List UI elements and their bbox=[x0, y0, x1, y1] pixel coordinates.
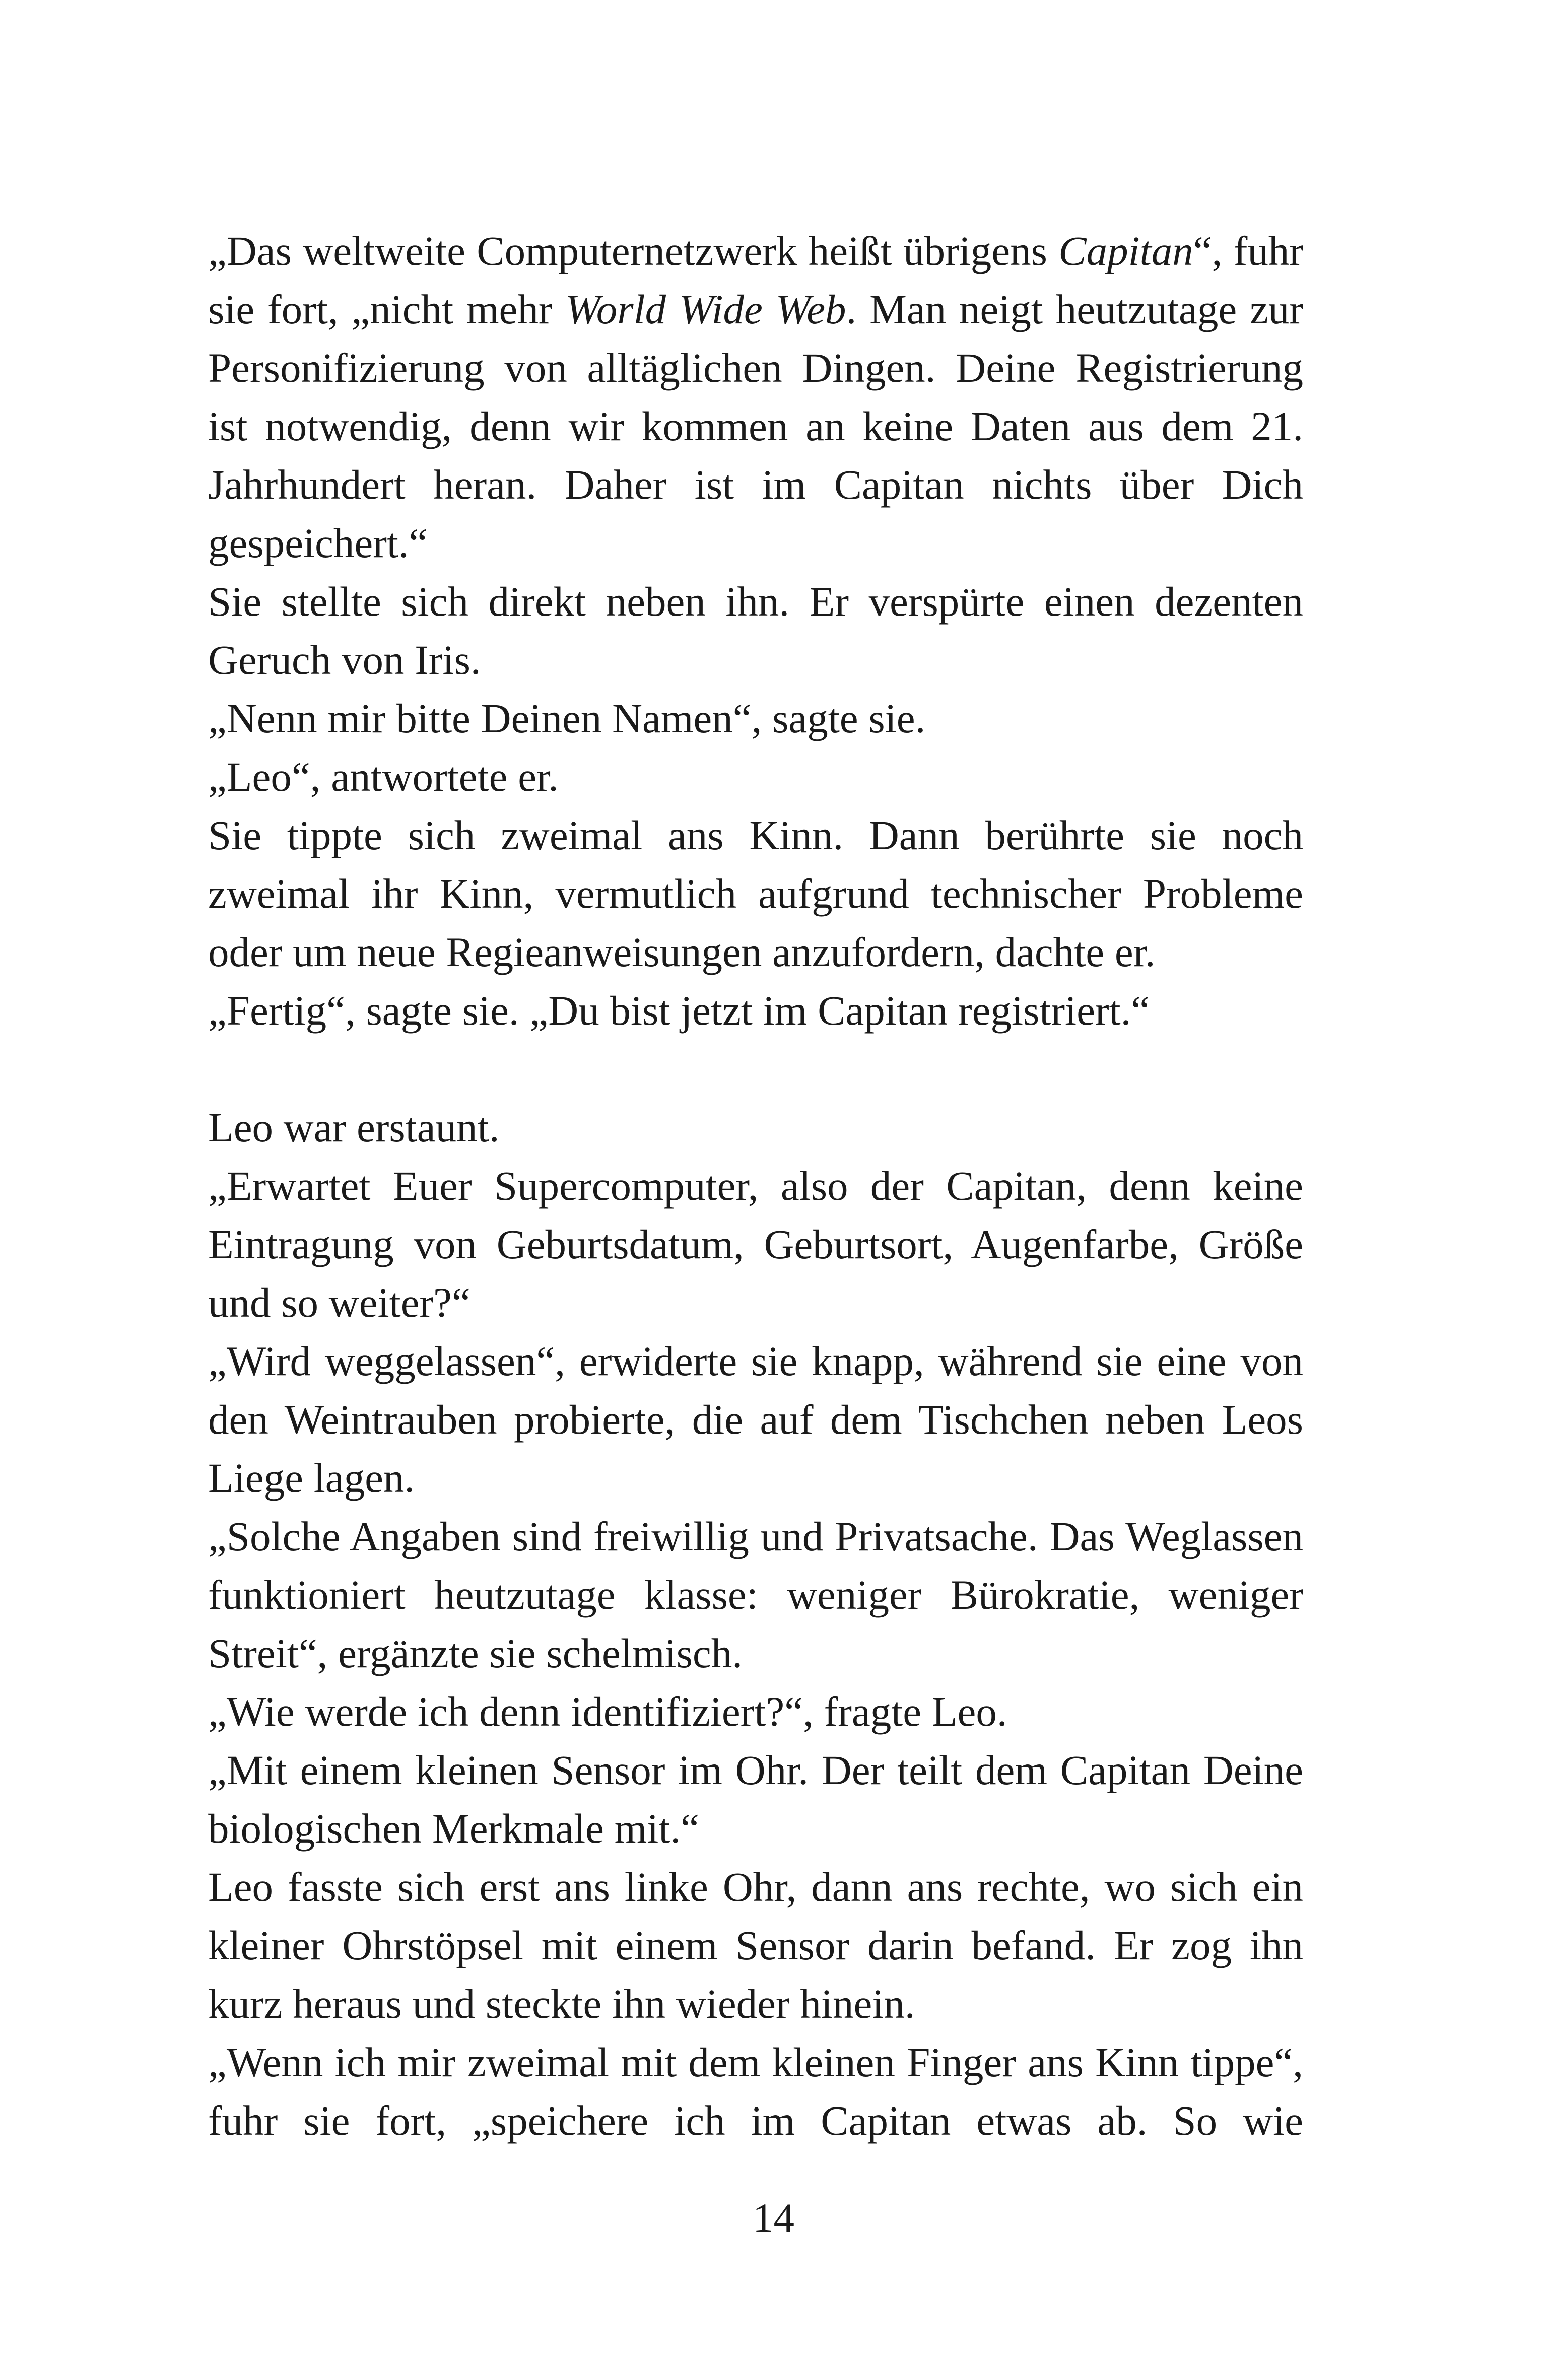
text-run: „Mit einem kleinen Sensor im Ohr. Der teilt dem Capitan Deine biologischen Merkmale mit.“ bbox=[208, 1747, 1303, 1852]
text-run: „Wird weggelassen“, erwiderte sie knapp, während sie eine von den Weintrauben probierte, die auf dem Tischchen neben Leos Liege lagen. bbox=[208, 1338, 1303, 1501]
paragraph bbox=[208, 1507, 1303, 1682]
text-run: Sie tippte sich zweimal ans Kinn. Dann berührte sie noch zweimal ihr Kinn, vermutlich aufgrund technischer Probleme oder um neue Regieanweisungen anzufordern, dachte er. bbox=[208, 812, 1303, 975]
paragraph bbox=[208, 689, 1303, 747]
paragraph bbox=[208, 806, 1303, 981]
text-run: Leo fasste sich erst ans linke Ohr, dann ans rechte, wo sich ein kleiner Ohrstöpsel mit einem Sensor darin befand. Er zog ihn kurz heraus und steckte ihn wieder hinein. bbox=[208, 1864, 1303, 2027]
paragraph bbox=[208, 1157, 1303, 1332]
text-run: Leo war erstaunt. bbox=[208, 1104, 500, 1150]
paragraph bbox=[208, 1682, 1303, 1741]
paragraph bbox=[208, 1098, 1303, 1157]
paragraph-gap bbox=[208, 1040, 1303, 1098]
paragraph bbox=[208, 747, 1303, 806]
paragraph bbox=[208, 2033, 1303, 2150]
text-run: “, fuhr sie fort, „nicht mehr bbox=[208, 228, 1303, 332]
paragraph bbox=[208, 572, 1303, 689]
text-run: „Das weltweite Computernetzwerk heißt übrigens bbox=[208, 228, 1059, 274]
text-run: „Fertig“, sagte sie. „Du bist jetzt im Capitan registriert.“ bbox=[208, 987, 1150, 1034]
text-run: „Wie werde ich denn identifiziert?“, fragte Leo. bbox=[208, 1688, 1007, 1735]
page-number: 14 bbox=[753, 2195, 794, 2241]
text-run: „Wenn ich mir zweimal mit dem kleinen Finger ans Kinn tippe“, fuhr sie fort, „speichere ich im Capitan etwas ab. So wie bbox=[208, 2039, 1303, 2144]
text-run: „Leo“, antwortete er. bbox=[208, 754, 559, 800]
body-text bbox=[208, 222, 1303, 2150]
paragraph bbox=[208, 222, 1303, 572]
text-run: . Man neigt heutzutage zur Personifizierung von alltäglichen Dingen. Deine Registrierung ist notwendig, denn wir kommen an keine Daten aus dem 21. Jahrhundert heran. Daher ist im Capitan nichts über Dich gespeichert.“ bbox=[208, 286, 1303, 566]
text-run: Sie stellte sich direkt neben ihn. Er verspürte einen dezenten Geruch von Iris. bbox=[208, 578, 1303, 683]
text-run: „Nenn mir bitte Deinen Namen“, sagte sie. bbox=[208, 695, 926, 741]
paragraph bbox=[208, 1332, 1303, 1507]
text-run: „Solche Angaben sind freiwillig und Privatsache. Das Weglassen funktioniert heutzutage klasse: weniger Bürokratie, weniger Streit“, ergänzte sie schelmisch. bbox=[208, 1513, 1303, 1676]
paragraph bbox=[208, 1858, 1303, 2033]
italic-text: Capitan bbox=[1058, 228, 1193, 274]
text-run: „Erwartet Euer Supercomputer, also der Capitan, denn keine Eintragung von Geburtsdatum, Geburtsort, Augenfarbe, Größe und so weiter?“ bbox=[208, 1163, 1303, 1326]
paragraph bbox=[208, 981, 1303, 1040]
italic-text: World Wide Web bbox=[565, 286, 846, 332]
paragraph bbox=[208, 1741, 1303, 1858]
